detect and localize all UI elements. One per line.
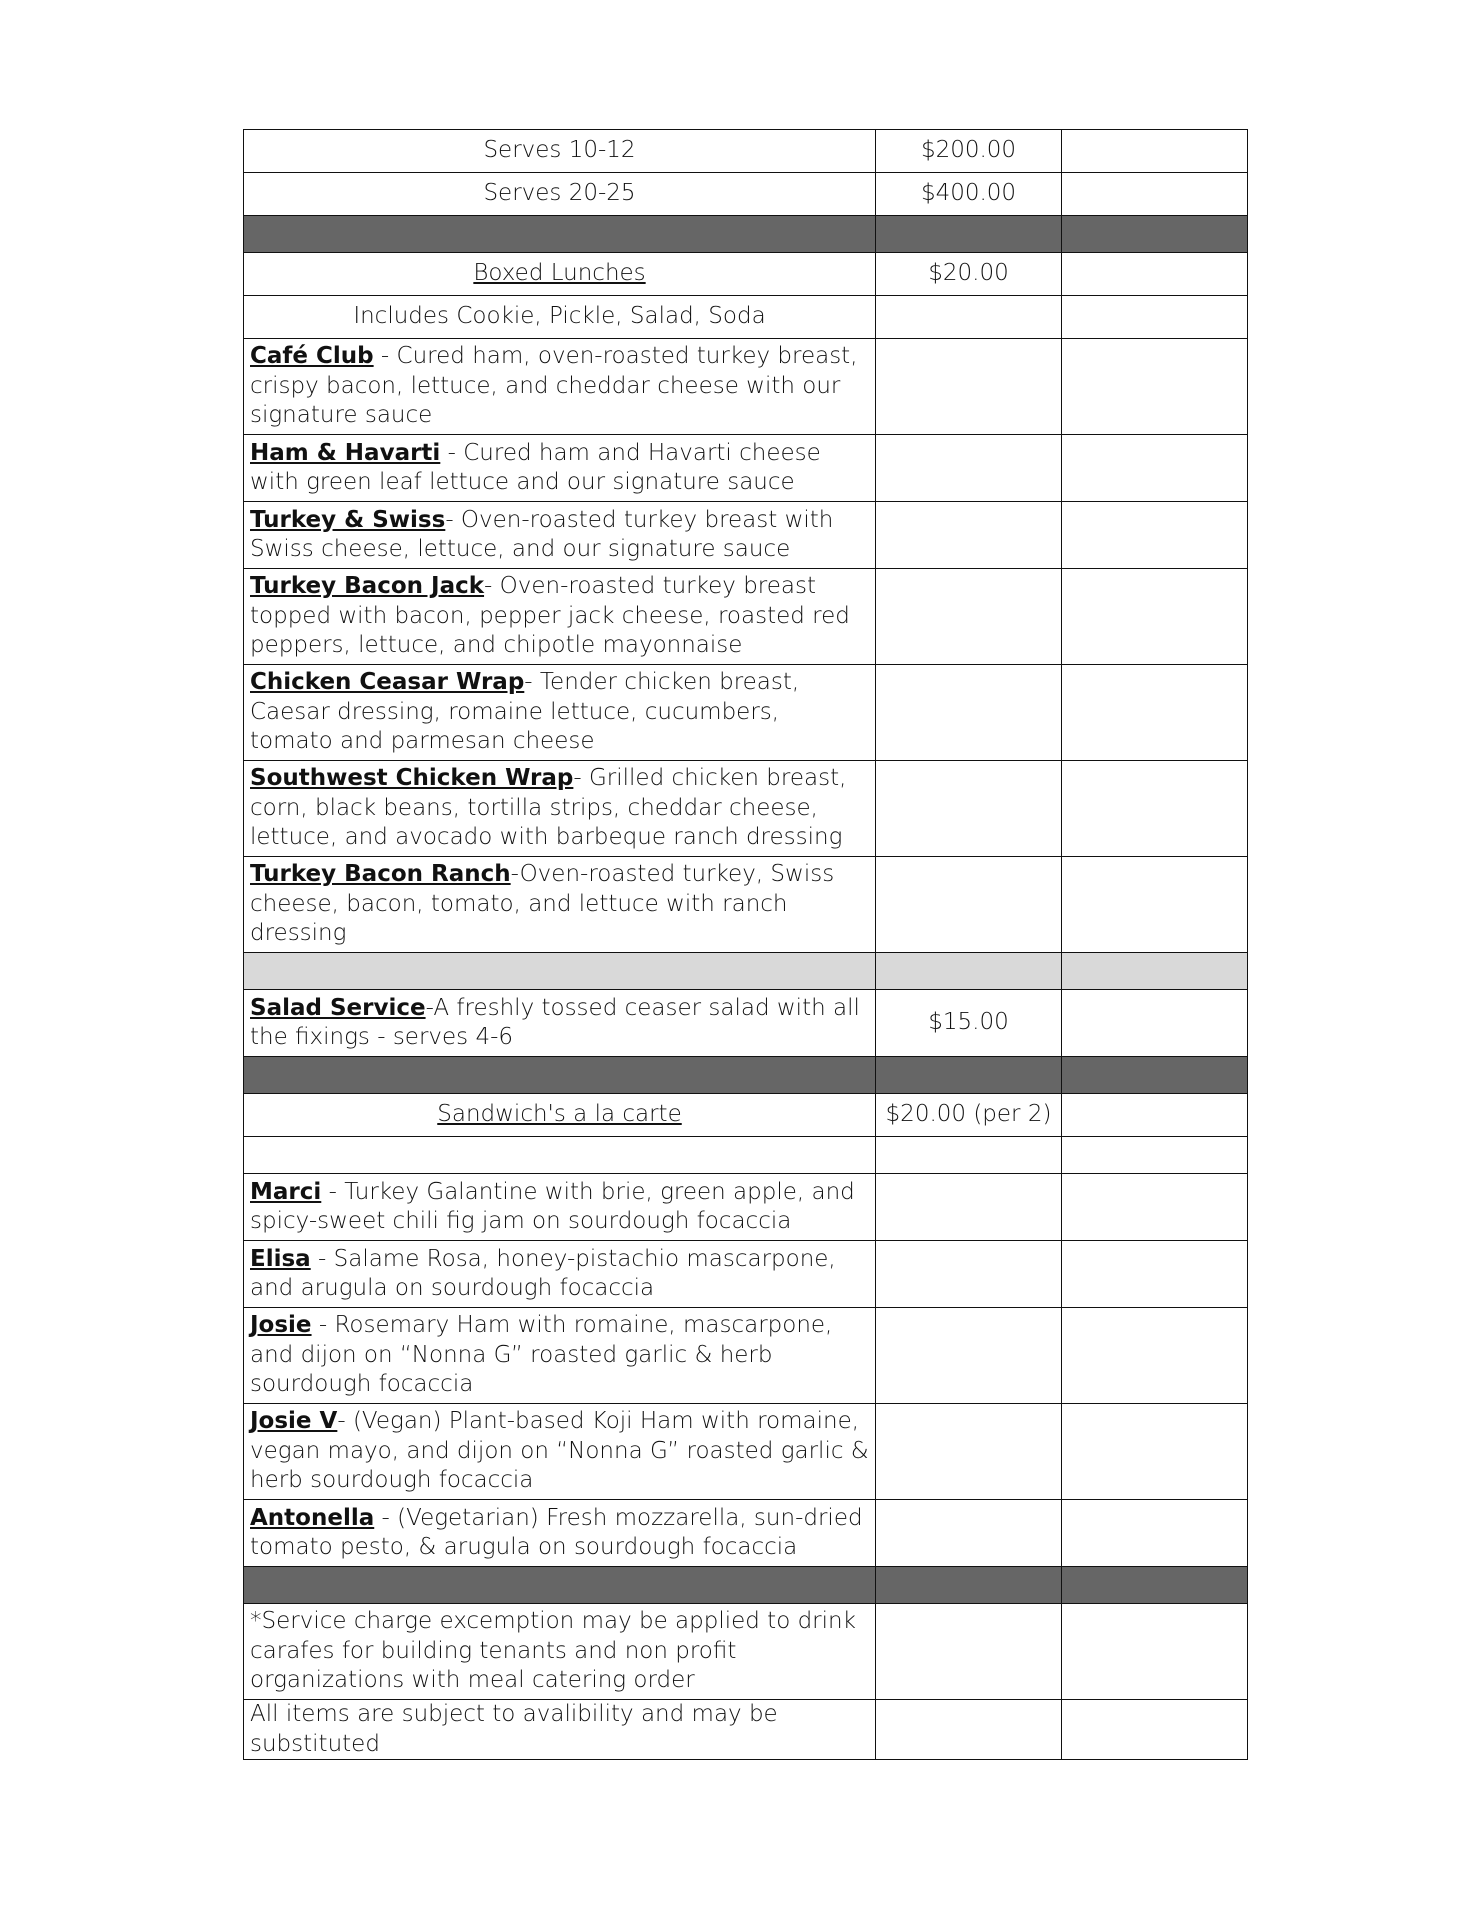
service-charge-note: *Service charge excemption may be applied to drink carafes for building tenants and non profit organizations with meal catering order — [244, 1604, 876, 1700]
salad-service-price: $15.00 — [876, 990, 1062, 1057]
item-name: Elisa — [250, 1245, 311, 1272]
menu-item — [244, 569, 876, 665]
serves-price: $200.00 — [876, 130, 1062, 173]
item-description: - (Vegan) Plant-based Koji Ham with romaine, vegan mayo, and dijon on “Nonna G” roasted garlic & herb sourdough focaccia — [250, 1408, 869, 1494]
menu-item — [244, 435, 876, 502]
note-row — [244, 1700, 1248, 1760]
quantity-cell — [1062, 990, 1248, 1057]
divider-row — [244, 216, 1248, 253]
item-description: - Salame Rosa, honey-pistachio mascarpone, and arugula on sourdough focaccia — [250, 1245, 836, 1301]
salad-service-row — [244, 990, 1248, 1057]
menu-item-row — [244, 339, 1248, 435]
menu-item-row — [244, 1308, 1248, 1404]
menu-item-row — [244, 502, 1248, 569]
item-description: - Cured ham and Havarti cheese with green leaf lettuce and our signature sauce — [250, 439, 821, 495]
item-description: - Turkey Galantine with brie, green apple, and spicy-sweet chili fig jam on sourdough focaccia — [250, 1178, 855, 1234]
item-name: Ham & Havarti — [250, 439, 441, 466]
menu-item — [244, 1241, 876, 1308]
menu-item-row — [244, 1500, 1248, 1567]
menu-item-row — [244, 857, 1248, 953]
sandwiches-price: $20.00 (per 2) — [876, 1094, 1062, 1137]
serves-label: Serves 20-25 — [244, 173, 876, 216]
item-name: Antonella — [250, 1504, 375, 1531]
menu-item-row — [244, 1241, 1248, 1308]
menu-item — [244, 665, 876, 761]
quantity-cell — [1062, 502, 1248, 569]
serves-row — [244, 130, 1248, 173]
blank-row — [244, 1137, 1248, 1174]
menu-item — [244, 1174, 876, 1241]
item-name: Salad Service — [250, 994, 426, 1021]
menu-item-row — [244, 435, 1248, 502]
catering-menu-table — [243, 129, 1248, 1760]
availability-note: All items are subject to avalibility and may be substituted — [244, 1700, 876, 1760]
item-name: Josie V — [250, 1408, 338, 1435]
item-name: Southwest Chicken Wrap — [250, 765, 574, 792]
item-description: - Grilled chicken breast, corn, black beans, tortilla strips, cheddar cheese, lettuce, and avocado with barbeque ranch dressing — [250, 765, 847, 851]
item-description: -Oven-roasted turkey, Swiss cheese, bacon, tomato, and lettuce with ranch dressing — [250, 861, 835, 947]
menu-item — [244, 1404, 876, 1500]
boxed-lunches-header-row — [244, 253, 1248, 296]
menu-item-row — [244, 761, 1248, 857]
serves-price: $400.00 — [876, 173, 1062, 216]
quantity-cell — [1062, 1094, 1248, 1137]
divider-row — [244, 953, 1248, 990]
item-description: - Oven-roasted turkey breast with Swiss cheese, lettuce, and our signature sauce — [250, 506, 834, 562]
quantity-cell — [1062, 253, 1248, 296]
item-description: - Oven-roasted turkey breast topped with bacon, pepper jack cheese, roasted red peppers, lettuce, and chipotle mayonnaise — [250, 573, 850, 659]
item-name: Turkey & Swiss — [250, 506, 446, 533]
divider-row — [244, 1057, 1248, 1094]
boxed-lunches-price: $20.00 — [876, 253, 1062, 296]
quantity-cell — [1062, 665, 1248, 761]
item-name: Marci — [250, 1178, 322, 1205]
menu-item-row — [244, 569, 1248, 665]
boxed-lunches-title: Boxed Lunches — [244, 253, 876, 296]
quantity-cell — [1062, 569, 1248, 665]
boxed-lunches-includes: Includes Cookie, Pickle, Salad, Soda — [244, 296, 876, 339]
menu-item-row — [244, 1404, 1248, 1500]
quantity-cell — [1062, 130, 1248, 173]
item-name: Josie — [250, 1312, 312, 1339]
menu-item — [244, 761, 876, 857]
quantity-cell — [1062, 173, 1248, 216]
sandwiches-header-row — [244, 1094, 1248, 1137]
quantity-cell — [1062, 1241, 1248, 1308]
item-name: Turkey Bacon Jack — [250, 573, 485, 600]
item-description: - Cured ham, oven-roasted turkey breast, crispy bacon, lettuce, and cheddar cheese with our signature sauce — [250, 343, 858, 429]
menu-item — [244, 339, 876, 435]
item-name: Café Club — [250, 343, 374, 370]
item-description: - Tender chicken breast, Caesar dressing, romaine lettuce, cucumbers, tomato and parmesan cheese — [250, 669, 800, 755]
sandwiches-title: Sandwich's a la carte — [244, 1094, 876, 1137]
quantity-cell — [1062, 339, 1248, 435]
divider-row — [244, 1567, 1248, 1604]
quantity-cell — [1062, 857, 1248, 953]
menu-item-row — [244, 1174, 1248, 1241]
quantity-cell — [1062, 296, 1248, 339]
quantity-cell — [1062, 761, 1248, 857]
serves-label: Serves 10-12 — [244, 130, 876, 173]
quantity-cell — [1062, 1404, 1248, 1500]
note-row — [244, 1604, 1248, 1700]
menu-item-row — [244, 665, 1248, 761]
item-name: Chicken Ceasar Wrap — [250, 669, 525, 696]
quantity-cell — [1062, 1500, 1248, 1567]
menu-item — [244, 990, 876, 1057]
menu-item — [244, 502, 876, 569]
quantity-cell — [1062, 435, 1248, 502]
item-description: - Rosemary Ham with romaine, mascarpone, and dijon on “Nonna G” roasted garlic & herb sourdough focaccia — [250, 1312, 833, 1398]
quantity-cell — [1062, 1308, 1248, 1404]
item-description: - (Vegetarian) Fresh mozzarella, sun-dried tomato pesto, & arugula on sourdough focaccia — [250, 1504, 863, 1560]
item-description: -A freshly tossed ceaser salad with all the fixings - serves 4-6 — [250, 994, 860, 1050]
boxed-lunches-includes-row — [244, 296, 1248, 339]
serves-row — [244, 173, 1248, 216]
menu-item — [244, 1500, 876, 1567]
menu-item — [244, 1308, 876, 1404]
item-name: Turkey Bacon Ranch — [250, 861, 511, 888]
menu-item — [244, 857, 876, 953]
quantity-cell — [1062, 1174, 1248, 1241]
